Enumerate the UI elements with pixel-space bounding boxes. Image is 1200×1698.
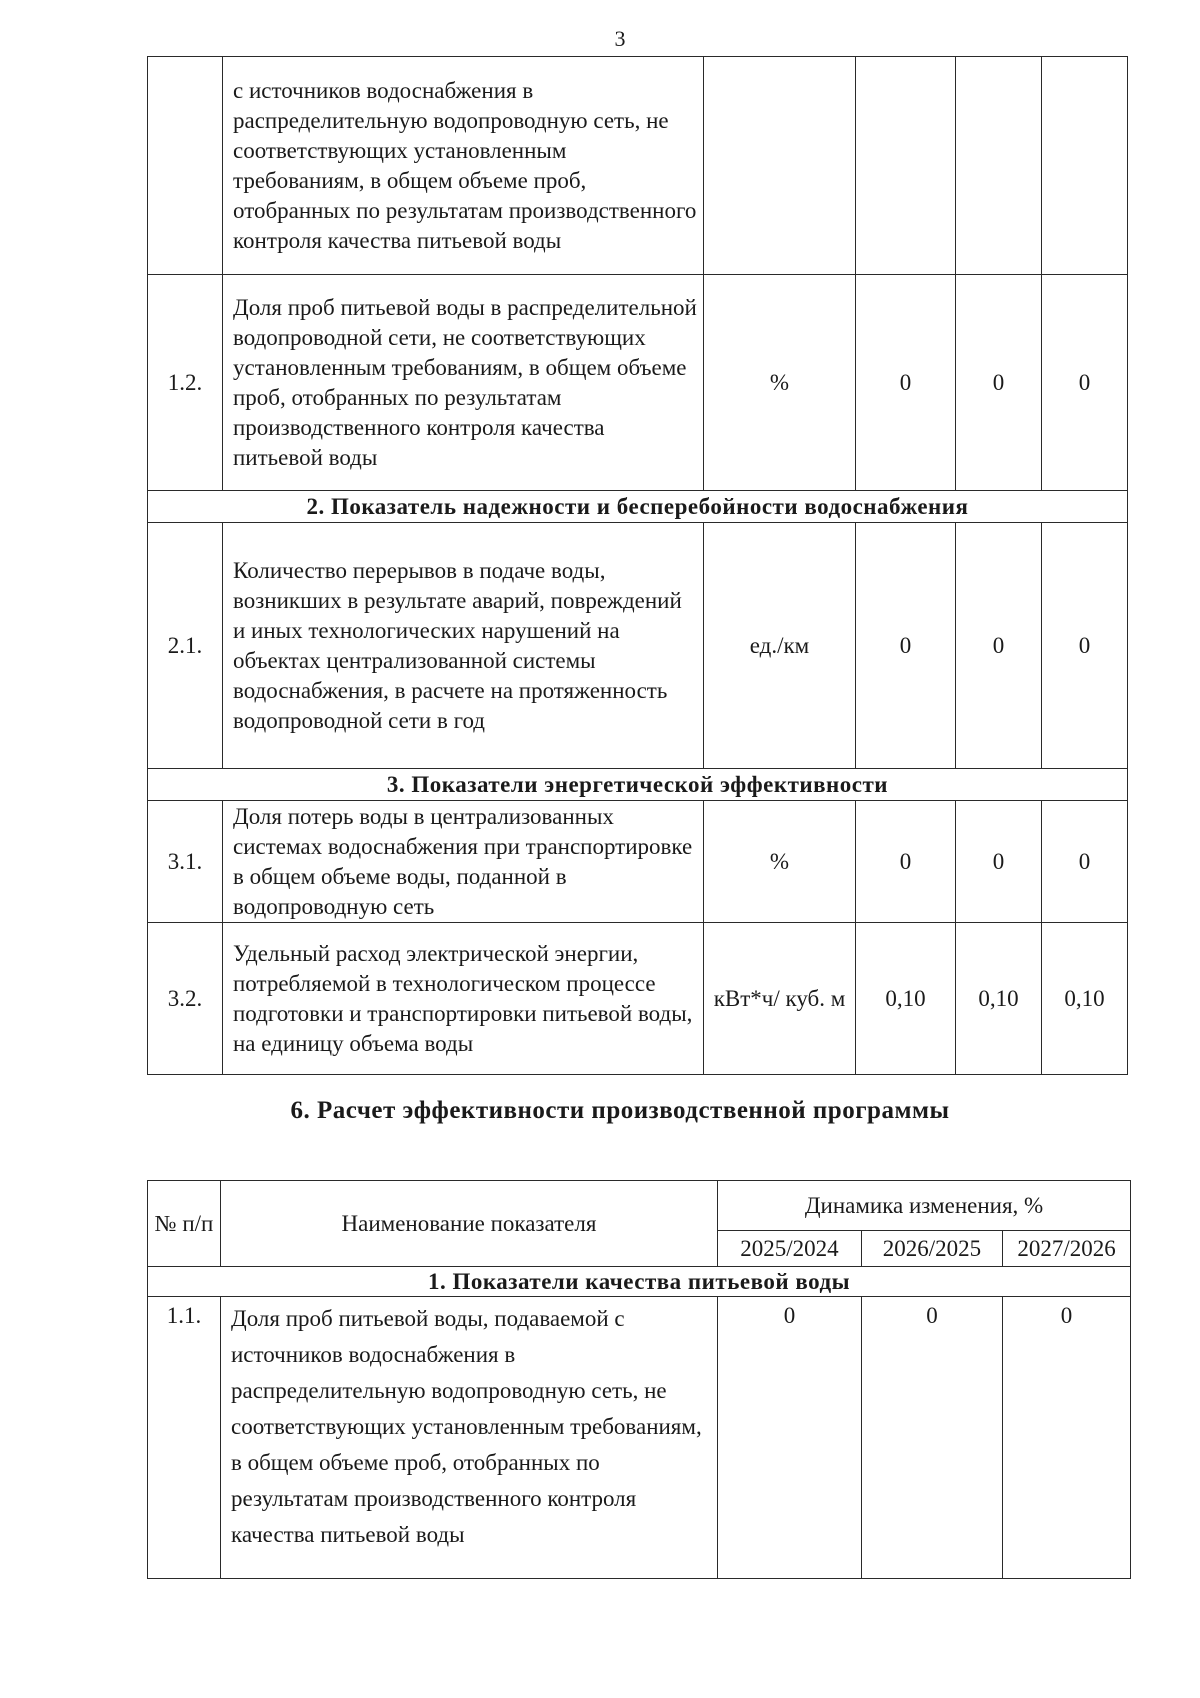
section-row — [148, 769, 1128, 801]
indicator-name: Доля проб питьевой воды в распределительной водопроводной сети, не соответствующих установленным требованиям, в общем объеме проб, отобранных по результатам производственного контроля качества питьевой воды — [223, 275, 704, 491]
header-year: 2026/2025 — [862, 1231, 1003, 1267]
row-number: 3.1. — [148, 801, 223, 923]
unit-cell: % — [704, 275, 856, 491]
value-cell: 0 — [856, 275, 956, 491]
value-cell — [1042, 57, 1128, 275]
row-number — [148, 57, 223, 275]
value-cell — [956, 57, 1042, 275]
header-year: 2025/2024 — [718, 1231, 862, 1267]
value-cell: 0 — [1042, 801, 1128, 923]
header-row — [148, 1181, 1131, 1231]
value-cell: 0 — [856, 523, 956, 769]
header-year: 2027/2026 — [1003, 1231, 1131, 1267]
indicator-name: с источников водоснабжения в распределительную водопроводную сеть, не соответствующих установленным требованиям, в общем объеме проб, отобранных по результатам производственного контроля качества питьевой воды — [223, 57, 704, 275]
indicator-name: Удельный расход электрической энергии, потребляемой в технологическом процессе подготовки и транспортировки питьевой воды, на единицу объема воды — [223, 923, 704, 1075]
unit-cell: ед./км — [704, 523, 856, 769]
page-number: 3 — [614, 26, 626, 51]
unit-cell: кВт*ч/ куб. м — [704, 923, 856, 1075]
value-cell: 0 — [856, 801, 956, 923]
row-number: 1.1. — [148, 1297, 221, 1579]
value-cell: 0 — [862, 1297, 1003, 1579]
value-cell: 0 — [718, 1297, 862, 1579]
value-cell: 0,10 — [1042, 923, 1128, 1075]
value-cell: 0,10 — [956, 923, 1042, 1075]
row-number: 1.2. — [148, 275, 223, 491]
indicator-name: Доля потерь воды в централизованных системах водоснабжения при транспортировке в общем объеме воды, поданной в водопроводную сеть — [223, 801, 704, 923]
header-number: № п/п — [148, 1181, 221, 1267]
table-row — [148, 275, 1128, 491]
table-row — [148, 57, 1128, 275]
value-cell: 0,10 — [856, 923, 956, 1075]
row-number: 2.1. — [148, 523, 223, 769]
value-cell — [856, 57, 956, 275]
value-cell: 0 — [956, 523, 1042, 769]
header-name: Наименование показателя — [221, 1181, 718, 1267]
table-row — [148, 801, 1128, 923]
indicators-table — [147, 56, 1128, 1075]
section-row — [148, 491, 1128, 523]
unit-cell: % — [704, 801, 856, 923]
table-row — [148, 1297, 1131, 1579]
table-row — [148, 923, 1128, 1075]
section-title: 2. Показатель надежности и бесперебойности водоснабжения — [148, 491, 1128, 523]
row-number: 3.2. — [148, 923, 223, 1075]
header-dynamics: Динамика изменения, % — [718, 1181, 1131, 1231]
value-cell: 0 — [1042, 523, 1128, 769]
section-row — [148, 1267, 1131, 1297]
indicator-name: Количество перерывов в подаче воды, возникших в результате аварий, повреждений и иных технологических нарушений на объектах централизованной системы водоснабжения, в расчете на протяженность водопроводной сети в год — [223, 523, 704, 769]
unit-cell — [704, 57, 856, 275]
indicator-name: Доля проб питьевой воды, подаваемой с источников водоснабжения в распределительную водопроводную сеть, не соответствующих установленным требованиям, в общем объеме проб, отобранных по результатам производственного контроля качества питьевой воды — [221, 1297, 718, 1579]
section-title: 3. Показатели энергетической эффективности — [148, 769, 1128, 801]
table-row — [148, 523, 1128, 769]
value-cell: 0 — [956, 801, 1042, 923]
value-cell: 0 — [1042, 275, 1128, 491]
section-title: 1. Показатели качества питьевой воды — [148, 1267, 1131, 1297]
efficiency-table — [147, 1180, 1131, 1579]
section-heading: 6. Расчет эффективности производственной программы — [290, 1097, 950, 1124]
value-cell: 0 — [956, 275, 1042, 491]
value-cell: 0 — [1003, 1297, 1131, 1579]
